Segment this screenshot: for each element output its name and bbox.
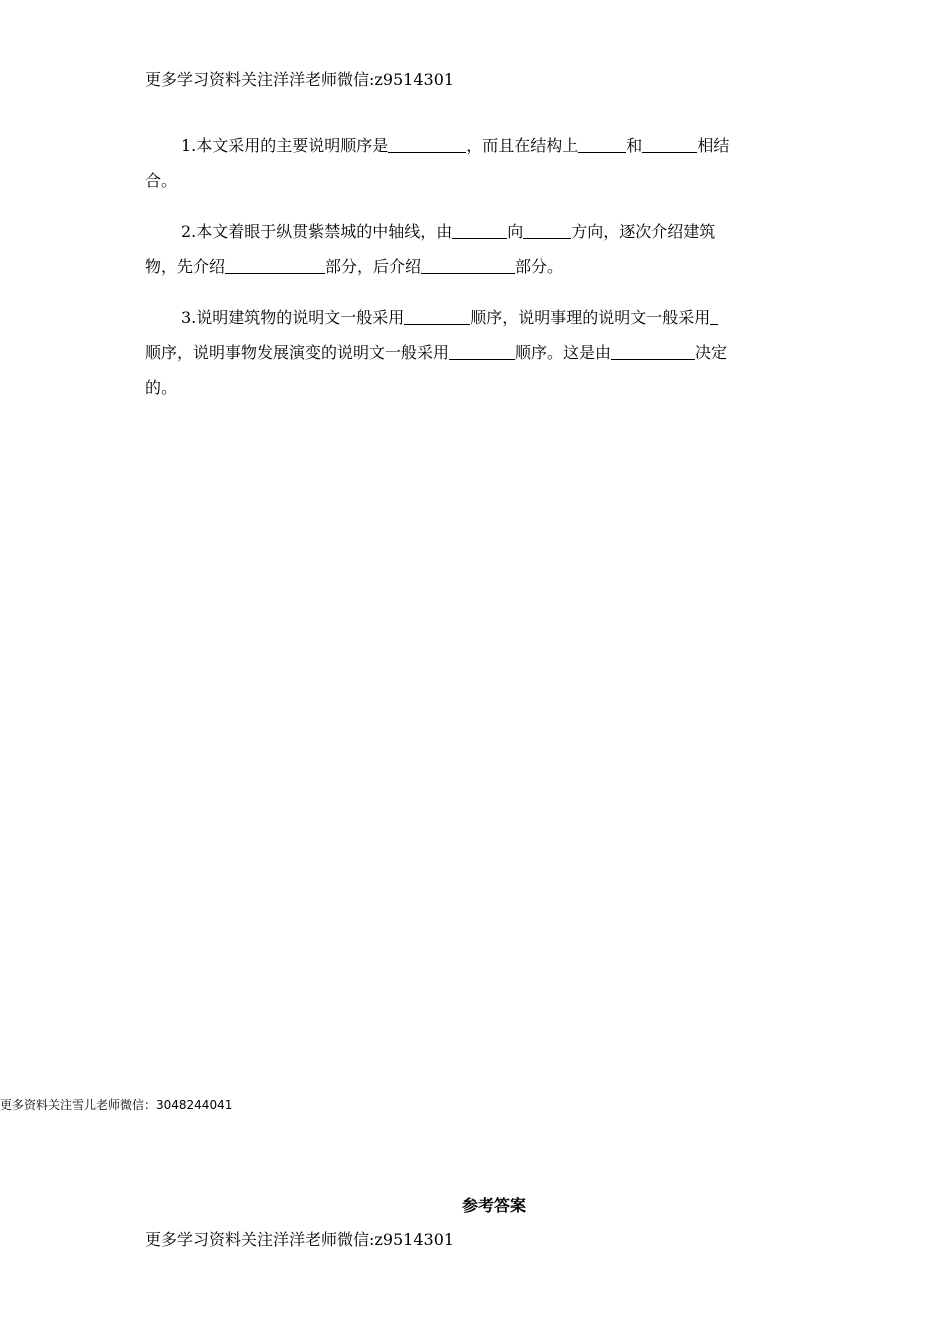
q2-text-a: 2.本文着眼于纵贯紫禁城的中轴线，由 [181, 222, 453, 241]
q1-text-c: 和 [626, 136, 643, 155]
q3-text-c: 顺序，说明事物发展演变的说明文一般采用 [145, 343, 450, 362]
q1-text-d: 相结 [697, 136, 730, 155]
answer-blank [710, 306, 718, 325]
question-1 [145, 128, 807, 198]
answer-blank [225, 255, 325, 274]
q3-text-a: 3.说明建筑物的说明文一般采用 [181, 308, 405, 327]
answer-blank [404, 306, 470, 325]
q1-line-2: 合。 [145, 171, 178, 190]
q1-text-a: 1.本文采用的主要说明顺序是 [181, 136, 389, 155]
q3-text-b: 顺序，说明事理的说明文一般采用 [470, 308, 711, 327]
q2-text-b: 向 [507, 222, 524, 241]
q2-text-e: 部分，后介绍 [325, 257, 422, 276]
answer-blank [523, 220, 571, 239]
question-2 [145, 214, 807, 284]
answer-blank [388, 134, 466, 153]
answer-blank [449, 341, 515, 360]
q3-text-e: 决定 [695, 343, 728, 362]
question-3 [145, 300, 807, 405]
header-watermark-text: 更多学习资料关注洋洋老师微信:z9514301 [145, 70, 455, 89]
answer-blank [578, 134, 626, 153]
q2-text-c: 方向，逐次介绍建筑 [571, 222, 716, 241]
q2-text-d: 物，先介绍 [145, 257, 226, 276]
q1-text-b: ，而且在结构上 [466, 136, 579, 155]
q3-text-d: 顺序。这是由 [515, 343, 612, 362]
q2-text-f: 部分。 [515, 257, 564, 276]
answer-blank [421, 255, 515, 274]
header-watermark-text-bottom: 更多学习资料关注洋洋老师微信:z9514301 [145, 1230, 455, 1249]
answer-blank [452, 220, 507, 239]
q3-line-3: 的。 [145, 378, 178, 397]
answers-heading: 参考答案 [461, 1196, 526, 1215]
answer-blank [642, 134, 697, 153]
footer-watermark-text: 更多资料关注雪儿老师微信：3048244041 [0, 1098, 233, 1112]
answer-blank [611, 341, 695, 360]
